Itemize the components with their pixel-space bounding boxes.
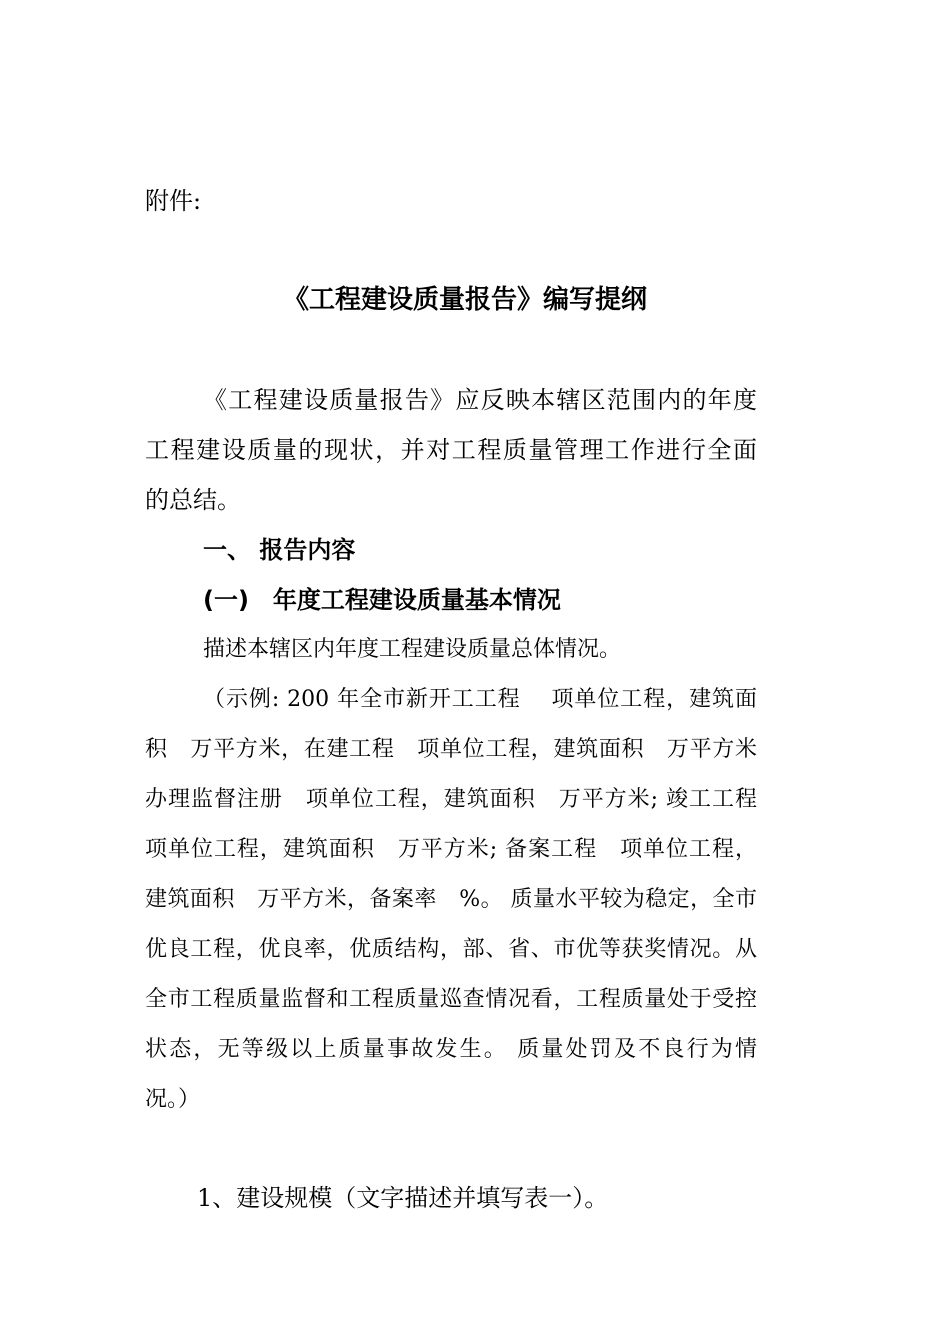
intro-line: 《工程建设质量报告》应反映本辖区范围内的年度	[203, 386, 757, 414]
example-line: 状态，无等级以上质量事故发生。 质量处罚及不良行为情	[145, 1037, 757, 1062]
subsection-description: 描述本辖区内年度工程建设质量总体情况。	[203, 637, 622, 662]
subsection-heading: (一) 年度工程建设质量基本情况	[203, 586, 561, 614]
example-line: 优良工程，优良率，优质结构，部、省、市优等获奖情况。从	[145, 937, 757, 962]
example-line: （示例: 200 年全市新开工工程 项单位工程，建筑面	[203, 687, 757, 712]
example-line: 办理监督注册 项单位工程，建筑面积 万平方米; 竣工工程	[145, 787, 757, 812]
example-line: 项单位工程，建筑面积 万平方米; 备案工程 项单位工程，	[145, 837, 757, 862]
section-heading: 一、 报告内容	[203, 536, 356, 564]
page-title: 《工程建设质量报告》编写提纲	[283, 285, 648, 315]
example-line: 建筑面积 万平方米，备案率 %。 质量水平较为稳定，全市	[145, 887, 757, 912]
list-item: 1、建设规模（文字描述并填写表一）。	[197, 1184, 609, 1212]
intro-line: 的总结。	[145, 486, 241, 514]
example-line: 全市工程质量监督和工程质量巡查情况看，工程质量处于受控	[145, 987, 757, 1012]
intro-line: 工程建设质量的现状，并对工程质量管理工作进行全面	[145, 436, 757, 464]
attachment-label: 附件:	[145, 187, 202, 215]
example-line: 况。）	[145, 1087, 201, 1112]
example-line: 积 万平方米，在建工程 项单位工程，建筑面积 万平方米	[145, 737, 757, 762]
